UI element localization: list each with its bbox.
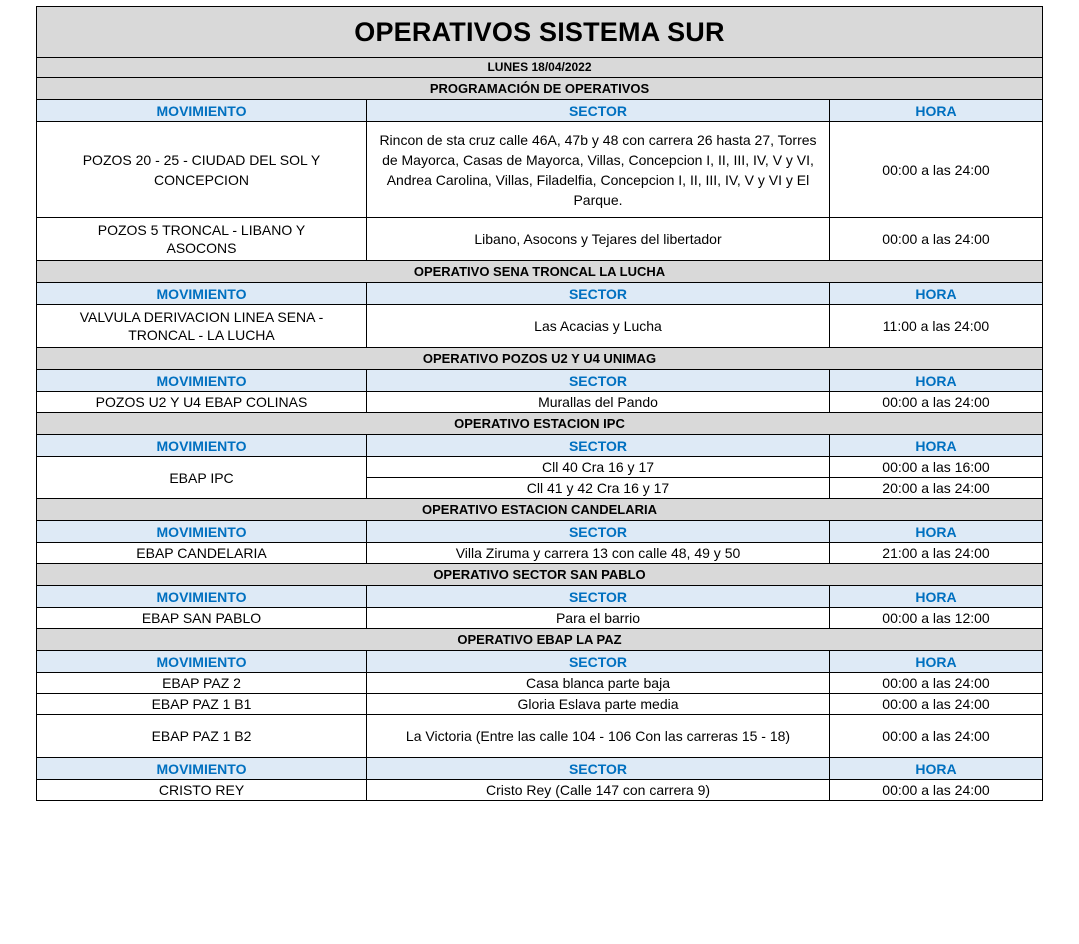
cell-movimiento: POZOS 20 - 25 - CIUDAD DEL SOL Y CONCEPCION	[37, 122, 367, 218]
cell-hora: 11:00 a las 24:00	[830, 305, 1043, 348]
cell-hora: 00:00 a las 16:00	[830, 457, 1043, 478]
cell-sector: Rincon de sta cruz calle 46A, 47b y 48 con carrera 26 hasta 27, Torres de Mayorca, Casas de Mayorca, Villas, Concepcion I, II, III, IV, V y VI, Andrea Carolina, Villas, Filadelfia, Concepcion I, II, III, IV, V y VI y El Parque.	[367, 122, 830, 218]
header-hora: HORA	[830, 521, 1043, 543]
cell-hora: 20:00 a las 24:00	[830, 478, 1043, 499]
cell-movimiento: EBAP CANDELARIA	[37, 543, 367, 564]
cell-sector: Las Acacias y Lucha	[367, 305, 830, 348]
cell-movimiento: EBAP IPC	[37, 457, 367, 499]
header-sector: SECTOR	[367, 100, 830, 122]
cell-sector: Para el barrio	[367, 608, 830, 629]
table-row	[37, 392, 1043, 413]
header-sector: SECTOR	[367, 758, 830, 780]
header-movimiento: MOVIMIENTO	[37, 586, 367, 608]
header-sector: SECTOR	[367, 521, 830, 543]
table-row	[37, 457, 1043, 478]
cell-movimiento: EBAP PAZ 1 B2	[37, 715, 367, 758]
cell-movimiento: EBAP SAN PABLO	[37, 608, 367, 629]
header-movimiento: MOVIMIENTO	[37, 283, 367, 305]
table-row	[37, 543, 1043, 564]
cell-sector: Libano, Asocons y Tejares del libertador	[367, 218, 830, 261]
cell-sector: La Victoria (Entre las calle 104 - 106 Con las carreras 15 - 18)	[367, 715, 830, 758]
cell-sector: Gloria Eslava parte media	[367, 694, 830, 715]
section-heading: OPERATIVO SENA TRONCAL LA LUCHA	[37, 261, 1043, 283]
cell-sector: Cristo Rey (Calle 147 con carrera 9)	[367, 780, 830, 801]
header-hora: HORA	[830, 758, 1043, 780]
cell-movimiento: EBAP PAZ 2	[37, 673, 367, 694]
table-row	[37, 780, 1043, 801]
header-hora: HORA	[830, 370, 1043, 392]
header-hora: HORA	[830, 435, 1043, 457]
cell-hora: 00:00 a las 24:00	[830, 392, 1043, 413]
header-sector: SECTOR	[367, 651, 830, 673]
section-heading: PROGRAMACIÓN DE OPERATIVOS	[37, 78, 1043, 100]
cell-hora: 00:00 a las 24:00	[830, 673, 1043, 694]
cell-movimiento: POZOS 5 TRONCAL - LIBANO Y ASOCONS	[37, 218, 367, 261]
table-row	[37, 673, 1043, 694]
table-row	[37, 608, 1043, 629]
header-sector: SECTOR	[367, 586, 830, 608]
table-row	[37, 694, 1043, 715]
cell-sector: Murallas del Pando	[367, 392, 830, 413]
operativos-table	[36, 6, 1043, 801]
header-hora: HORA	[830, 651, 1043, 673]
table-row	[37, 715, 1043, 758]
header-movimiento: MOVIMIENTO	[37, 100, 367, 122]
section-heading: OPERATIVO SECTOR SAN PABLO	[37, 564, 1043, 586]
table-row	[37, 122, 1043, 218]
table-row	[37, 305, 1043, 348]
section-heading: OPERATIVO ESTACION CANDELARIA	[37, 499, 1043, 521]
cell-movimiento: POZOS U2 Y U4 EBAP COLINAS	[37, 392, 367, 413]
header-hora: HORA	[830, 100, 1043, 122]
header-movimiento: MOVIMIENTO	[37, 758, 367, 780]
cell-movimiento: CRISTO REY	[37, 780, 367, 801]
cell-hora: 00:00 a las 12:00	[830, 608, 1043, 629]
header-movimiento: MOVIMIENTO	[37, 435, 367, 457]
cell-hora: 21:00 a las 24:00	[830, 543, 1043, 564]
cell-sector: Cll 41 y 42 Cra 16 y 17	[367, 478, 830, 499]
section-heading: OPERATIVO POZOS U2 Y U4 UNIMAG	[37, 348, 1043, 370]
cell-movimiento: VALVULA DERIVACION LINEA SENA - TRONCAL - LA LUCHA	[37, 305, 367, 348]
cell-hora: 00:00 a las 24:00	[830, 218, 1043, 261]
sheet-title: OPERATIVOS SISTEMA SUR	[37, 7, 1043, 58]
header-sector: SECTOR	[367, 370, 830, 392]
header-hora: HORA	[830, 586, 1043, 608]
section-heading: OPERATIVO EBAP LA PAZ	[37, 629, 1043, 651]
table-row	[37, 218, 1043, 261]
cell-hora: 00:00 a las 24:00	[830, 694, 1043, 715]
cell-hora: 00:00 a las 24:00	[830, 780, 1043, 801]
header-movimiento: MOVIMIENTO	[37, 521, 367, 543]
cell-hora: 00:00 a las 24:00	[830, 122, 1043, 218]
date-label: LUNES 18/04/2022	[37, 58, 1043, 78]
header-sector: SECTOR	[367, 435, 830, 457]
cell-hora: 00:00 a las 24:00	[830, 715, 1043, 758]
header-movimiento: MOVIMIENTO	[37, 651, 367, 673]
cell-movimiento: EBAP PAZ 1 B1	[37, 694, 367, 715]
cell-sector: Villa Ziruma y carrera 13 con calle 48, 49 y 50	[367, 543, 830, 564]
cell-sector: Cll 40 Cra 16 y 17	[367, 457, 830, 478]
cell-sector: Casa blanca parte baja	[367, 673, 830, 694]
header-sector: SECTOR	[367, 283, 830, 305]
section-heading: OPERATIVO ESTACION IPC	[37, 413, 1043, 435]
header-movimiento: MOVIMIENTO	[37, 370, 367, 392]
header-hora: HORA	[830, 283, 1043, 305]
